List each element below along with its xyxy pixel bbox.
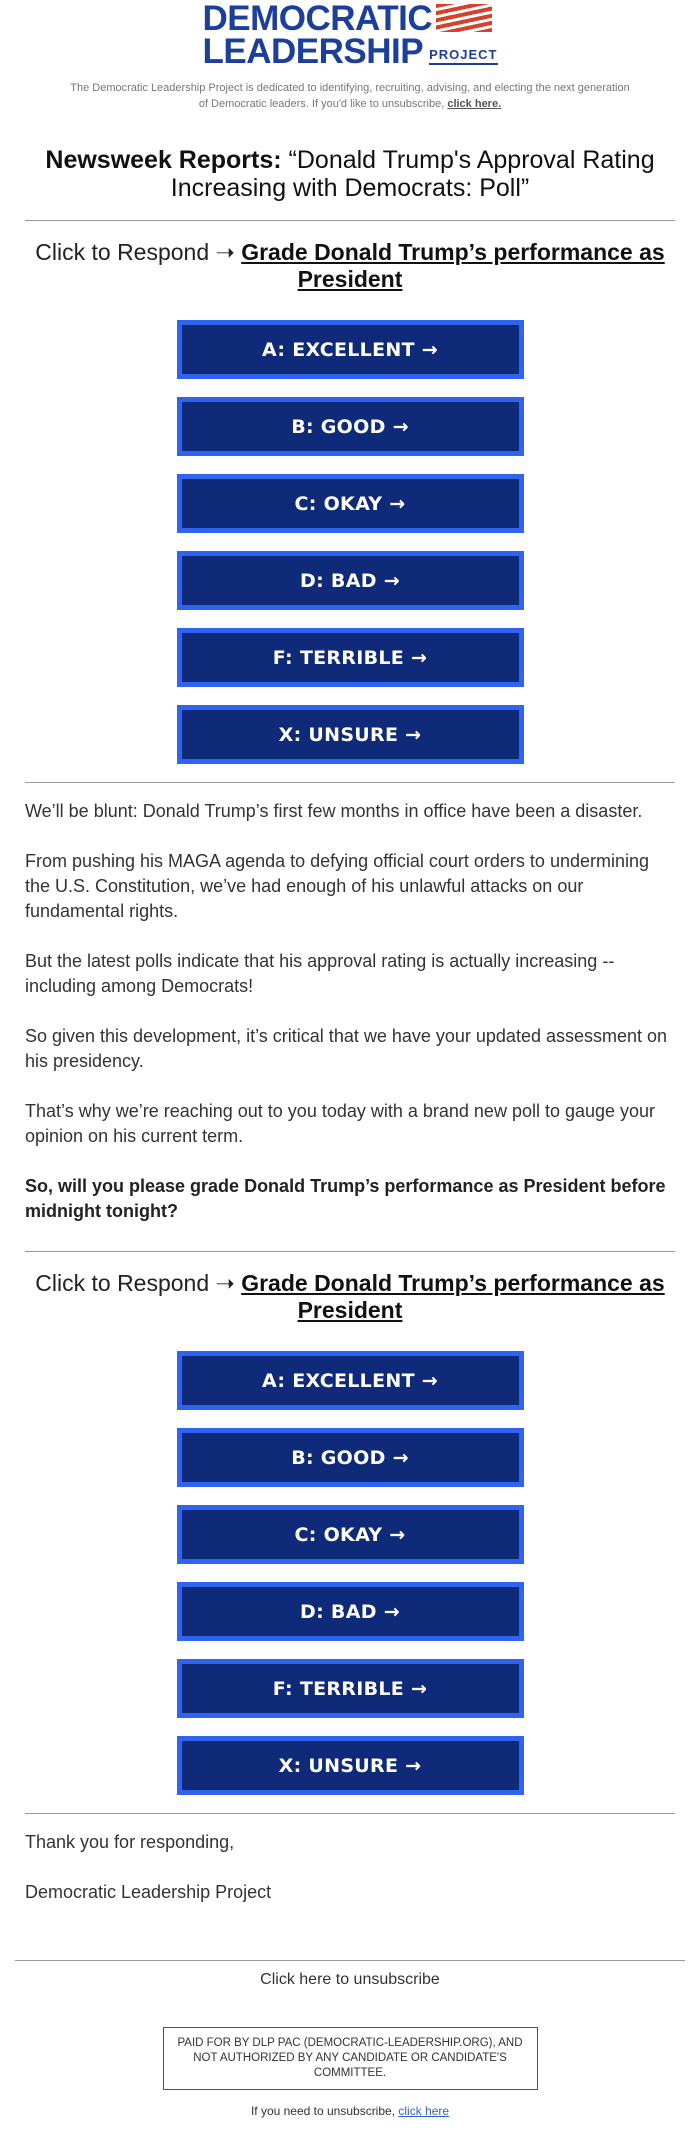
dlp-logo (0, 0, 700, 72)
logo-line2: LEADERSHIP (202, 32, 424, 72)
grade-unsure-button[interactable]: X: UNSURE → (177, 1736, 524, 1795)
flag-stripes-icon (436, 4, 492, 32)
grade-terrible-button[interactable]: F: TERRIBLE → (177, 1659, 524, 1718)
paragraph: But the latest polls indicate that his approval rating is actually increasing -- including among Democrats! (25, 951, 615, 996)
grade-good-button[interactable]: B: GOOD → (177, 397, 524, 456)
signoff-org: Democratic Leadership Project (25, 1882, 272, 1902)
cta-bottom (30, 1270, 670, 1324)
grade-excellent-button[interactable]: A: EXCELLENT → (177, 320, 524, 379)
headline-lead: Newsweek Reports: (45, 146, 282, 174)
cta-link[interactable]: Grade Donald Trump’s performance as President (241, 1270, 665, 1323)
paragraph: So given this development, it’s critical that we have your updated assessment on his presidency. (25, 1026, 668, 1071)
cta-link[interactable]: Grade Donald Trump’s performance as President (241, 239, 665, 292)
cta-prefix: Click to Respond (35, 239, 210, 265)
grade-terrible-button[interactable]: F: TERRIBLE → (177, 628, 524, 687)
arrow-icon: ➝ (209, 1270, 242, 1296)
paragraph: That’s why we’re reaching out to you today with a brand new poll to gauge your opinion on his current term. (25, 1101, 656, 1146)
paragraph: We’ll be blunt: Donald Trump’s first few months in office have been a disaster. (25, 801, 643, 821)
intro-text: The Democratic Leadership Project is dedicated to identifying, recruiting, advising, and electing the next generation of Democratic leaders. If you'd like to unsubscribe, click here. (70, 82, 630, 110)
headline-quote: “Donald Trump's Approval Rating Increasing with Democrats: Poll” (170, 146, 655, 202)
grade-okay-button[interactable]: C: OKAY → (177, 1505, 524, 1564)
grade-buttons-bottom (0, 1351, 700, 1813)
paragraph-ask: So, will you please grade Donald Trump’s performance as President before midnight tonight? (25, 1176, 666, 1221)
signoff (25, 1830, 675, 1905)
body-copy (25, 799, 675, 1224)
unsubscribe-link[interactable]: Click here to unsubscribe (260, 1971, 440, 1988)
footer-note: If you need to unsubscribe, click here (250, 2104, 450, 2118)
grade-unsure-button[interactable]: X: UNSURE → (177, 705, 524, 764)
grade-bad-button[interactable]: D: BAD → (177, 1582, 524, 1641)
grade-good-button[interactable]: B: GOOD → (177, 1428, 524, 1487)
cta-prefix: Click to Respond (35, 1270, 210, 1296)
headline (35, 146, 665, 202)
intro-unsubscribe-link[interactable]: click here. (447, 98, 502, 110)
grade-excellent-button[interactable]: A: EXCELLENT → (177, 1351, 524, 1410)
paragraph: From pushing his MAGA agenda to defying official court orders to undermining the U.S. Constitution, we’ve had enough of his unlawful attacks on our fundamental rights. (25, 851, 650, 921)
grade-bad-button[interactable]: D: BAD → (177, 551, 524, 610)
logo-line1: DEMOCRATIC (202, 0, 433, 38)
grade-buttons-top (0, 320, 700, 782)
logo-project-tag: PROJECT (429, 49, 497, 64)
cta-top (30, 239, 670, 293)
paid-for-disclaimer: PAID FOR BY DLP PAC (DEMOCRATIC-LEADERSHIP.ORG), AND NOT AUTHORIZED BY ANY CANDIDATE OR CANDIDATE'S COMMITTEE. (163, 2027, 538, 2090)
footer-unsubscribe-link[interactable]: click here (398, 2104, 450, 2118)
signoff-thanks: Thank you for responding, (25, 1832, 235, 1852)
grade-okay-button[interactable]: C: OKAY → (177, 474, 524, 533)
arrow-icon: ➝ (209, 239, 242, 265)
